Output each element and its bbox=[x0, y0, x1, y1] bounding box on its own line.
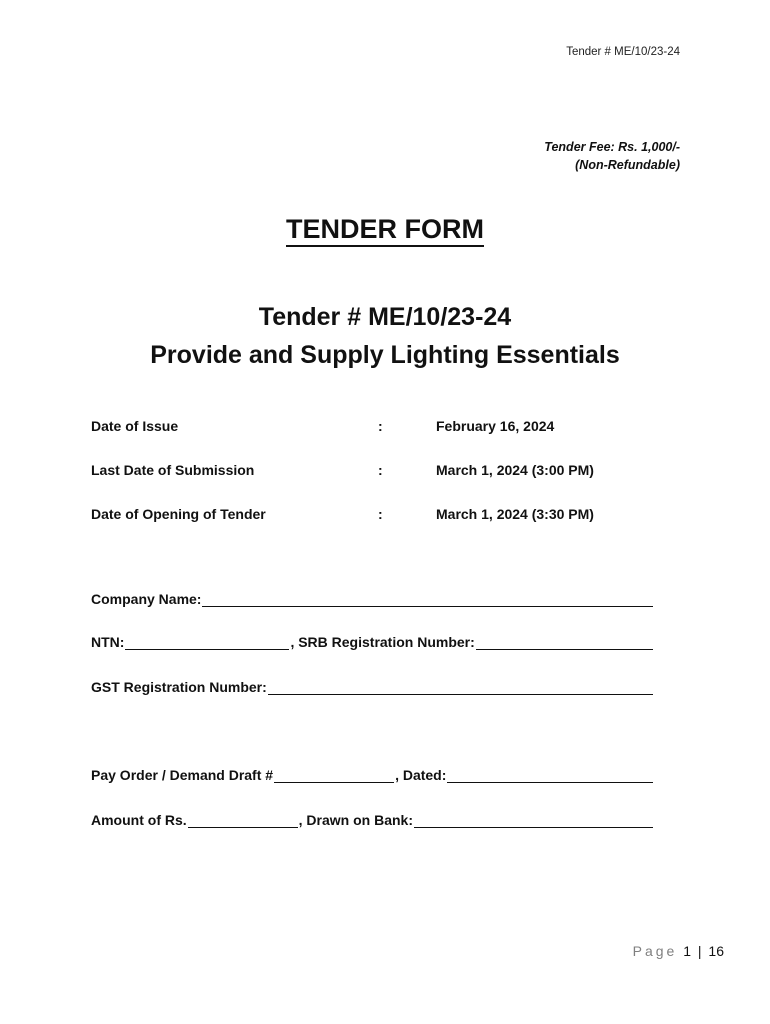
date-colon: : bbox=[378, 506, 383, 522]
date-label: Date of Issue bbox=[91, 418, 179, 434]
date-label: Last Date of Submission bbox=[91, 462, 255, 478]
ntn-label: NTN: bbox=[91, 634, 125, 650]
payorder-label: Pay Order / Demand Draft # bbox=[91, 767, 274, 783]
ntn-srb-line bbox=[91, 634, 654, 650]
amount-line bbox=[91, 812, 654, 828]
page-footer bbox=[633, 943, 724, 959]
tender-number: Tender # ME/10/23-24 bbox=[258, 303, 512, 331]
dated-label: , Dated: bbox=[395, 767, 447, 783]
tender-fee-note: (Non-Refundable) bbox=[575, 158, 680, 172]
srb-blank[interactable] bbox=[476, 635, 653, 650]
amount-blank[interactable] bbox=[188, 813, 298, 828]
date-row-issue bbox=[91, 418, 691, 462]
amount-label: Amount of Rs. bbox=[91, 812, 187, 828]
date-value: March 1, 2024 (3:30 PM) bbox=[436, 506, 594, 522]
company-name-label: Company Name: bbox=[91, 591, 202, 607]
gst-blank[interactable] bbox=[268, 680, 653, 695]
tender-fee bbox=[544, 138, 680, 174]
date-value: March 1, 2024 (3:00 PM) bbox=[436, 462, 594, 478]
page-title-text: TENDER FORM bbox=[286, 214, 484, 247]
tender-description: Provide and Supply Lighting Essentials bbox=[150, 341, 620, 369]
payorder-line bbox=[91, 767, 654, 783]
company-name-blank[interactable] bbox=[202, 592, 653, 607]
payorder-blank[interactable] bbox=[274, 768, 394, 783]
gst-line bbox=[91, 679, 654, 695]
page-number: 1 bbox=[683, 943, 691, 959]
page-word: Page bbox=[632, 943, 678, 959]
page-separator: | bbox=[697, 943, 702, 959]
date-colon: : bbox=[378, 462, 383, 478]
page-total: 16 bbox=[708, 943, 724, 959]
bank-blank[interactable] bbox=[414, 813, 653, 828]
date-row-opening bbox=[91, 506, 691, 550]
tender-fee-amount: Tender Fee: Rs. 1,000/- bbox=[544, 140, 680, 154]
date-row-submission bbox=[91, 462, 691, 506]
company-name-line bbox=[91, 591, 654, 607]
page-title bbox=[0, 214, 770, 245]
bank-label: , Drawn on Bank: bbox=[298, 812, 414, 828]
tender-dates bbox=[91, 418, 691, 550]
ntn-blank[interactable] bbox=[125, 635, 289, 650]
date-value: February 16, 2024 bbox=[436, 418, 555, 434]
date-colon: : bbox=[378, 418, 383, 434]
tender-subtitle bbox=[0, 298, 770, 374]
gst-label: GST Registration Number: bbox=[91, 679, 267, 695]
srb-label: , SRB Registration Number: bbox=[290, 634, 475, 650]
date-label: Date of Opening of Tender bbox=[91, 506, 266, 522]
header-tender-ref: Tender # ME/10/23-24 bbox=[566, 46, 680, 58]
dated-blank[interactable] bbox=[447, 768, 653, 783]
